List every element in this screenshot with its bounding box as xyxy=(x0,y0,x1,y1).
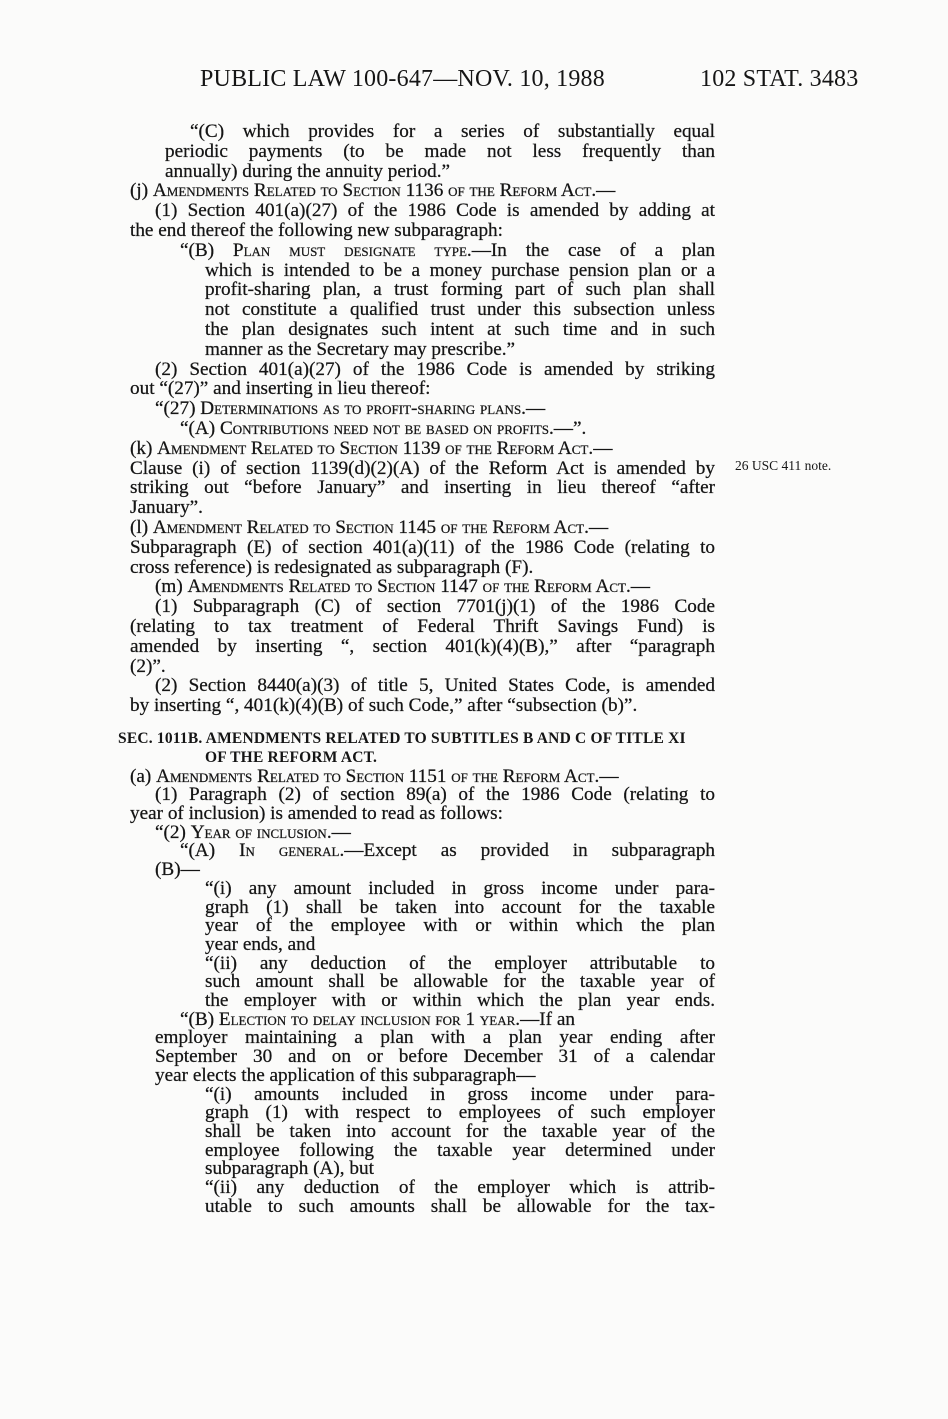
text-line xyxy=(205,340,715,360)
line-text: “(A) xyxy=(180,418,220,439)
line-text: (relating to tax treatment of Federal Thrift Savings Fund) is xyxy=(130,616,715,637)
small-caps-heading: Contributions need not be based on profits xyxy=(219,418,549,439)
line-text: “(i) amounts included in gross income under para- xyxy=(205,1083,715,1105)
line-text: (j) xyxy=(130,180,153,202)
line-text: (2)”. xyxy=(130,655,166,677)
text-line xyxy=(205,300,715,320)
line-text: employee following the taxable year determined under xyxy=(205,1139,715,1161)
line-text: “(C) which provides for a series of substantially equal xyxy=(190,121,715,142)
text-line xyxy=(190,122,715,142)
running-header-title: PUBLIC LAW 100-647—NOV. 10, 1988 xyxy=(200,66,605,92)
line-text: the employer with or within which the plan year ends. xyxy=(205,990,715,1011)
text-line xyxy=(130,617,715,637)
text-line xyxy=(205,261,715,281)
line-text: (k) xyxy=(130,437,158,459)
small-caps-heading: Election to delay inclusion for 1 year xyxy=(218,1008,516,1030)
line-text: .— xyxy=(326,821,351,843)
text-line xyxy=(180,841,715,861)
text-line xyxy=(130,637,715,657)
line-text: .—”. xyxy=(549,418,587,439)
text-line xyxy=(130,478,715,498)
text-line xyxy=(130,518,715,538)
line-text: “(A) xyxy=(180,840,240,862)
line-text: graph (1) shall be taken into account for the taxable xyxy=(205,896,715,918)
line-text: .— xyxy=(591,180,616,202)
line-text: out “(27)” and inserting in lieu thereof: xyxy=(130,378,431,400)
line-text: Subparagraph (E) of section 401(a)(11) of the 1986 Code (relating to xyxy=(130,536,715,558)
line-text: (B)— xyxy=(155,859,200,881)
text-line xyxy=(130,439,715,459)
line-text: .— xyxy=(594,765,619,787)
text-line xyxy=(130,657,715,677)
line-text: striking out “before January” and inserting in lieu thereof “after xyxy=(130,477,715,499)
line-text: periodic payments (to be made not less frequently than xyxy=(165,140,715,162)
small-caps-heading: Amendments Related to Section 1136 of the Reform Act xyxy=(152,180,592,202)
small-caps-heading: Amendment Related to Section 1145 of the Reform Act xyxy=(152,517,585,538)
line-text: which is intended to be a money purchase pension plan or a xyxy=(205,259,715,281)
text-line xyxy=(205,1197,715,1217)
line-text: .—Except as provided in subparagraph xyxy=(339,840,716,862)
line-text: by inserting “, 401(k)(4)(B) of such Code,” after “subsection (b)”. xyxy=(130,695,638,717)
section-heading-line xyxy=(118,729,715,749)
text-line xyxy=(130,498,715,518)
small-caps-heading: Determinations as to profit-sharing plans xyxy=(200,398,522,420)
text-line xyxy=(180,241,715,261)
line-text: SEC. 1011B. AMENDMENTS RELATED TO SUBTITLES B AND C OF TITLE XI xyxy=(118,730,686,748)
line-text: “(i) any amount included in gross income under para- xyxy=(205,877,715,899)
line-text: (2) Section 401(a)(27) of the 1986 Code is amended by striking xyxy=(155,358,715,380)
line-text: .— xyxy=(588,437,613,459)
line-text: manner as the Secretary may prescribe.” xyxy=(205,338,516,360)
line-text: year of the employee with or within which the plan xyxy=(205,915,715,937)
line-text: (2) Section 8440(a)(3) of title 5, United States Code, is amended xyxy=(155,675,715,697)
small-caps-heading: Amendments Related to Section 1147 of the Reform Act xyxy=(187,576,626,598)
line-text: .— xyxy=(584,517,609,538)
line-text: January”. xyxy=(130,497,203,519)
line-text: .—If an xyxy=(515,1008,575,1030)
line-text: “(ii) any deduction of the employer attributable to xyxy=(205,952,715,974)
line-text: shall be taken into account for the taxable year of the xyxy=(205,1120,715,1142)
text-line xyxy=(155,360,715,380)
line-text: September 30 and on or before December 31 of a calendar xyxy=(155,1046,715,1068)
line-text: the end thereof the following new subparagraph: xyxy=(130,220,503,241)
small-caps-heading: In general xyxy=(239,840,340,862)
small-caps-heading: Amendment Related to Section 1139 of the Reform Act xyxy=(157,437,589,459)
text-line xyxy=(130,221,715,241)
line-text: not constitute a qualified trust under this subsection unless xyxy=(205,299,715,321)
text-line xyxy=(130,538,715,558)
line-text: .— xyxy=(625,576,650,598)
line-text: .— xyxy=(521,398,546,420)
line-text: year elects the application of this subparagraph— xyxy=(155,1064,536,1086)
line-text: .—In the case of a plan xyxy=(466,239,715,261)
text-line xyxy=(155,577,715,597)
line-text: “(B) xyxy=(180,239,233,261)
line-text: (1) Section 401(a)(27) of the 1986 Code is amended by adding at xyxy=(155,200,715,222)
line-text: (l) xyxy=(130,517,153,538)
margin-note: 26 USC 411 note. xyxy=(735,458,832,473)
line-text: such amount shall be allowable for the taxable year of xyxy=(205,971,715,993)
line-text: year of inclusion) is amended to read as follows: xyxy=(130,803,503,824)
text-line xyxy=(155,676,715,696)
line-text: “(ii) any deduction of the employer which is attrib- xyxy=(205,1177,715,1198)
line-text: (1) Paragraph (2) of section 89(a) of the 1986 Code (relating to xyxy=(155,784,715,806)
line-text: amended by inserting “, section 401(k)(4)(B),” after “paragraph xyxy=(130,635,715,657)
line-text: graph (1) with respect to employees of such employer xyxy=(205,1102,715,1124)
text-line xyxy=(130,459,715,479)
text-line xyxy=(130,379,715,399)
line-text: the plan designates such intent at such time and in such xyxy=(205,319,715,340)
small-caps-heading: Amendments Related to Section 1151 of the Reform Act xyxy=(156,765,595,787)
small-caps-heading: Plan must designate type xyxy=(232,239,467,261)
line-text: cross reference) is redesignated as subparagraph (F). xyxy=(130,556,534,578)
text-line xyxy=(130,558,715,578)
line-text: utable to such amounts shall be allowable for the tax- xyxy=(205,1195,715,1217)
small-caps-heading: Year of inclusion xyxy=(190,821,327,843)
line-text: employer maintaining a plan with a plan year ending after xyxy=(155,1027,715,1049)
line-text: year ends, and xyxy=(205,933,316,955)
text-line xyxy=(165,142,715,162)
line-text: profit-sharing plan, a trust forming part of such plan shall xyxy=(205,279,715,301)
text-line xyxy=(205,280,715,300)
text-line xyxy=(130,696,715,716)
line-text: (a) xyxy=(130,765,157,787)
line-text: (m) xyxy=(155,576,188,598)
line-text: “(B) xyxy=(180,1008,219,1030)
line-text: OF THE REFORM ACT. xyxy=(205,748,378,766)
line-text: Clause (i) of section 1139(d)(2)(A) of the Reform Act is amended by xyxy=(130,457,715,479)
line-text: subparagraph (A), but xyxy=(205,1158,374,1180)
line-text: “(2) xyxy=(155,821,191,843)
page-number: 102 STAT. 3483 xyxy=(700,66,859,92)
text-line xyxy=(205,320,715,340)
line-text: (1) Subparagraph (C) of section 7701(j)(1) of the 1986 Code xyxy=(155,596,715,618)
text-line xyxy=(155,399,715,419)
text-line xyxy=(155,201,715,221)
text-line xyxy=(130,181,715,201)
text-line xyxy=(165,162,715,182)
text-line xyxy=(155,597,715,617)
line-text: “(27) xyxy=(155,398,201,420)
line-text: annually) during the annuity period.” xyxy=(165,160,451,182)
text-line xyxy=(180,419,715,439)
